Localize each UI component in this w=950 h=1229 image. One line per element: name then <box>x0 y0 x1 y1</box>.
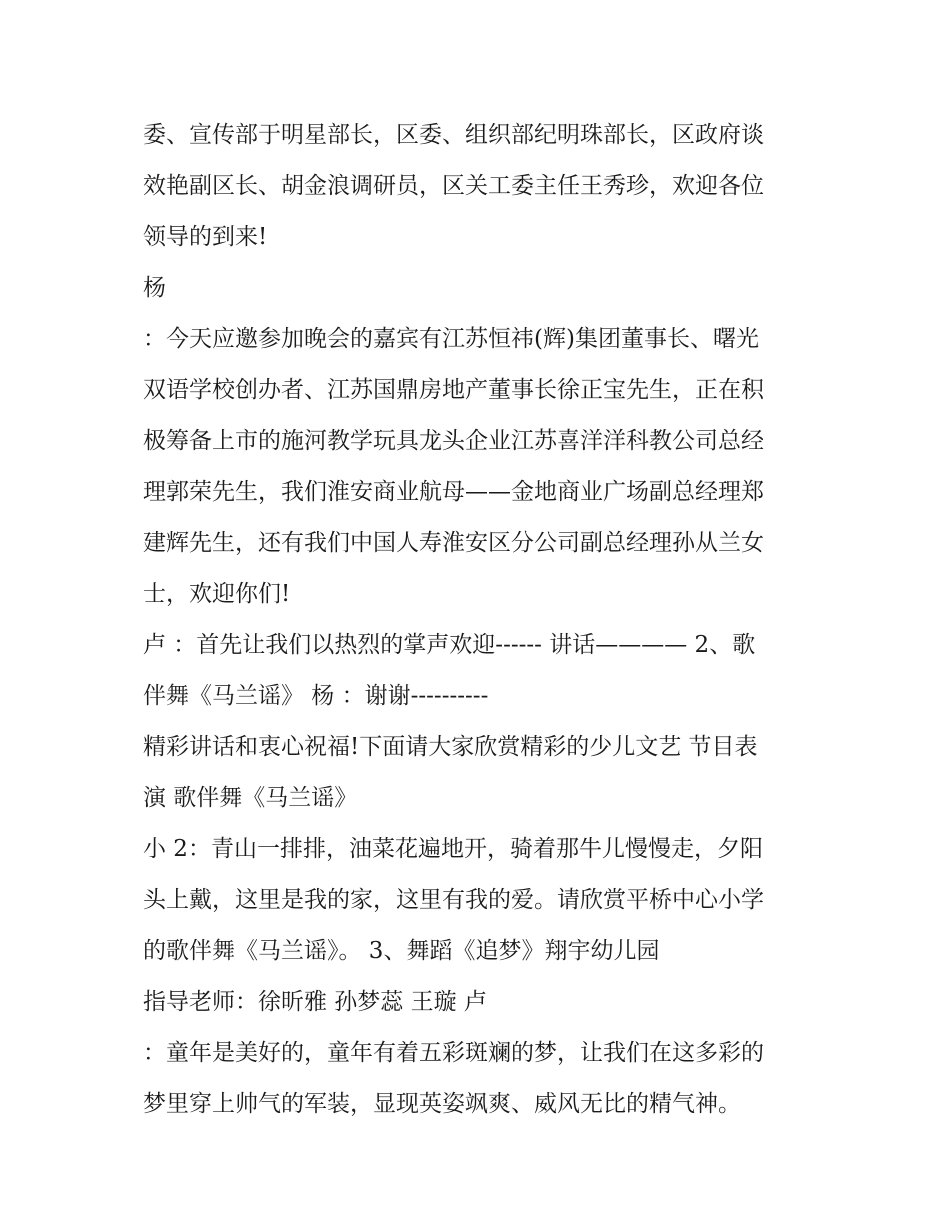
text-line: 指导老师：徐昕雅 孙梦蕊 王璇 卢 <box>143 989 487 1015</box>
text-line: 理郭荣先生，我们淮安商业航母——金地商业广场副总经理郑 <box>143 479 764 505</box>
text-line: 效艳副区长、胡金浪调研员，区关工委主任王秀珍，欢迎各位 <box>143 173 764 199</box>
body-text <box>143 110 823 1130</box>
text-line: 双语学校创办者、江苏国鼎房地产董事长徐正宝先生，正在积 <box>143 377 764 403</box>
text-line: 梦里穿上帅气的军装，显现英姿飒爽、威风无比的精气神。 <box>143 1091 741 1117</box>
text-line: ：童年是美好的，童年有着五彩斑斓的梦，让我们在这多彩的 <box>143 1040 764 1066</box>
text-line: 极筹备上市的施河教学玩具龙头企业江苏喜洋洋科教公司总经 <box>143 428 764 454</box>
text-line: 杨 <box>143 275 166 301</box>
text-line: 领导的到来! <box>143 224 268 250</box>
text-line: 卢 ：首先让我们以热烈的掌声欢迎------ 讲话———— 2、歌 <box>143 632 756 658</box>
text-line: 演 歌伴舞《马兰谣》 <box>143 785 358 811</box>
text-line: 精彩讲话和衷心祝福!下面请大家欣赏精彩的少儿文艺 节目表 <box>143 734 758 760</box>
text-line: 小 2：青山一排排，油菜花遍地开，骑着那牛儿慢慢走，夕阳 <box>143 836 763 862</box>
text-line: 委、宣传部于明星部长，区委、组织部纪明珠部长，区政府谈 <box>143 122 764 148</box>
text-line: 头上戴，这里是我的家，这里有我的爱。请欣赏平桥中心小学 <box>143 887 764 913</box>
text-line: 的歌伴舞《马兰谣》。 3、舞蹈《追梦》翔宇幼儿园 <box>143 938 660 964</box>
text-line: ：今天应邀参加晚会的嘉宾有江苏恒祎(辉)集团董事长、曙光 <box>143 326 759 352</box>
text-line: 建辉先生，还有我们中国人寿淮安区分公司副总经理孙从兰女 <box>143 530 764 556</box>
text-line: 伴舞《马兰谣》 杨 ：谢谢---------- <box>143 683 489 709</box>
text-line: 士，欢迎你们! <box>143 581 291 607</box>
